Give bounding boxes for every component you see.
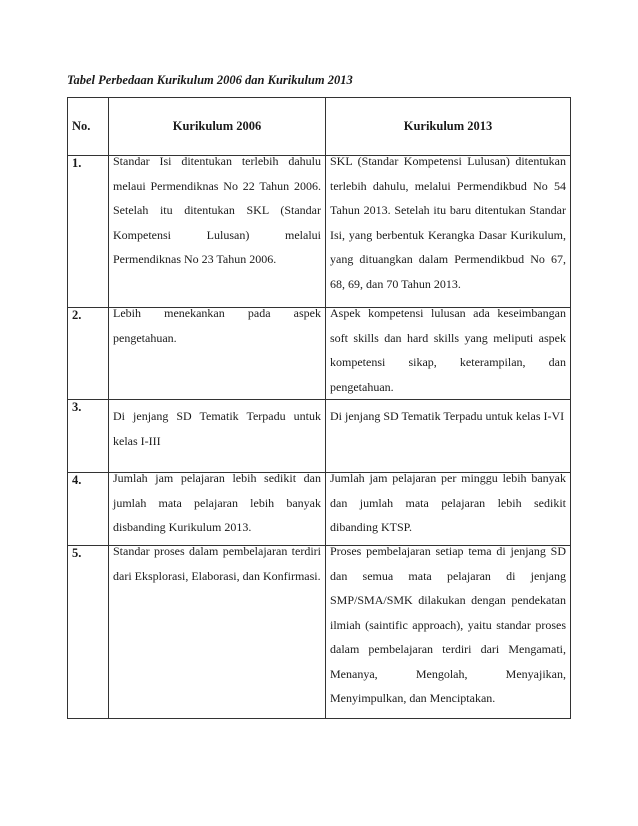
row-number: 1. [68,156,109,308]
table-title: Tabel Perbedaan Kurikulum 2006 dan Kurikulum 2013 [67,73,353,87]
cell-kurikulum-2006 [109,156,326,308]
table-row [68,400,571,473]
cell-kurikulum-2013 [326,546,571,719]
cell-kurikulum-2006 [109,546,326,719]
cell-text: SKL (Standar Kompetensi Lulusan) ditentukan terlebih dahulu, melalui Permendikbud No 54 Tahun 2013. Setelah itu baru ditentukan Standar Isi, yang berbentuk Kerangka Dasar Kurikulum, yang dituangkan dalam Permendikbud No 67, 68, 69, dan 70 Tahun 2013. [330,154,566,291]
comparison-table [67,97,571,719]
cell-kurikulum-2006 [109,308,326,400]
cell-text: Standar Isi ditentukan terlebih dahulu melaui Permendiknas No 22 Tahun 2006. Setelah itu ditentukan SKL (Standar Kompetensi Lulusan) melalui Permendiknas No 23 Tahun 2006. [113,154,321,266]
cell-kurikulum-2006 [109,473,326,546]
table-row [68,473,571,546]
cell-kurikulum-2006 [109,400,326,473]
table-row [68,546,571,719]
cell-kurikulum-2013 [326,308,571,400]
cell-kurikulum-2013 [326,400,571,473]
row-number: 3. [68,400,109,473]
cell-text: Jumlah jam pelajaran per minggu lebih banyak dan jumlah mata pelajaran lebih sedikit dibanding KTSP. [330,471,566,534]
cell-text: Standar proses dalam pembelajaran terdiri dari Eksplorasi, Elaborasi, dan Konfirmasi. [113,544,321,583]
cell-text: Di jenjang SD Tematik Terpadu untuk kelas I-III [113,409,321,448]
cell-text: Jumlah jam pelajaran lebih sedikit dan jumlah mata pelajaran lebih banyak disbanding Kurikulum 2013. [113,471,321,534]
header-kurikulum-2013: Kurikulum 2013 [326,98,571,156]
table-row [68,308,571,400]
row-number: 4. [68,473,109,546]
header-kurikulum-2006: Kurikulum 2006 [109,98,326,156]
row-number: 2. [68,308,109,400]
cell-text: Proses pembelajaran setiap tema di jenjang SD dan semua mata pelajaran di jenjang SMP/SMA/SMK dilakukan dengan pendekatan ilmiah (saintific approach), yaitu standar proses dalam pembelajaran terdiri dari Mengamati, Menanya, Mengolah, Menyajikan, Menyimpulkan, dan Menciptakan. [330,544,566,705]
cell-text: Aspek kompetensi lulusan ada keseimbangan soft skills dan hard skills yang meliputi aspek kompetensi sikap, keterampilan, dan pengetahuan. [330,306,566,394]
header-row [68,98,571,156]
row-number: 5. [68,546,109,719]
cell-kurikulum-2013 [326,473,571,546]
table-row [68,156,571,308]
cell-text: Lebih menekankan pada aspek pengetahuan. [113,306,321,345]
cell-text: Di jenjang SD Tematik Terpadu untuk kelas I-VI [330,409,565,423]
header-no: No. [68,98,109,156]
cell-kurikulum-2013 [326,156,571,308]
